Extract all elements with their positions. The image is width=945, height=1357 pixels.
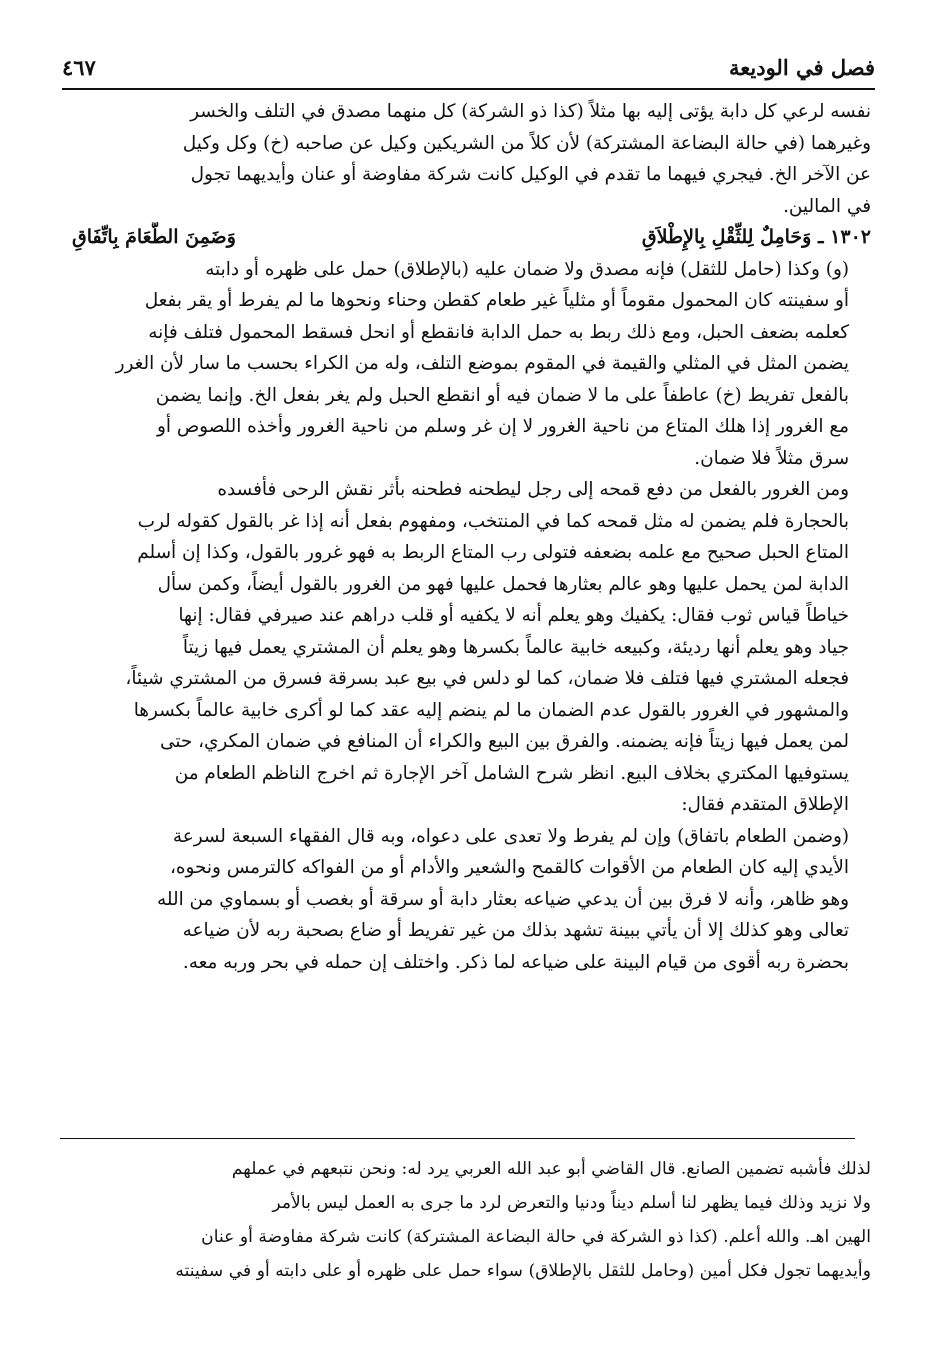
text-line: يستوفيها المكتري بخلاف البيع. انظر شرح الشامل آخر الإجارة ثم اخرج الناظم الطعام من bbox=[174, 762, 849, 784]
verse-hemistich-1: وَحَامِلٌ لِلثِّقْلِ بِالإِطْلاَقِ bbox=[641, 226, 812, 248]
verse-first-half: ١٣٠٢ ـ وَحَامِلٌ لِلثِّقْلِ بِالإِطْلاَقِ bbox=[641, 226, 871, 248]
header-rule bbox=[62, 88, 875, 90]
footnote-line: الهين اهـ. والله أعلم. (كذا ذو الشركة في حالة البضاعة المشتركة) كانت شركة مفاوضة أو عنان bbox=[201, 1227, 871, 1247]
text-line: وغيرهما (في حالة البضاعة المشتركة) لأن كلاً من الشريكين وكيل عن صاحبه (خ) وكل وكيل bbox=[182, 132, 871, 154]
text-line: (و) وكذا (حامل للثقل) فإنه مصدق ولا ضمان عليه (بالإطلاق) حمل على ظهره أو دابته bbox=[205, 258, 849, 280]
text-line: (وضمن الطعام باتفاق) وإن لم يفرط ولا تعدى على دعواه، وبه قال الفقهاء السبعة لسرعة bbox=[172, 825, 849, 847]
text-line: لمن يعمل فيها زيتاً فإنه يضمنه. والفرق بين البيع والكراء أن المنافع في ضمان المكري، حتى bbox=[159, 731, 849, 752]
text-line: أو سفينته كان المحمول مقوماً أو مثلياً غير طعام كقطن وحناء ونحوها ما لم يفرط أو يقر بفعل bbox=[144, 290, 849, 311]
text-line: تعالى وهو كذلك إلا أن يأتي ببينة تشهد بذلك من غير تفريط أو ضاع بصحبة ربه لأن ضياعه bbox=[182, 920, 849, 941]
text-line: عن الآخر الخ. فيجري فيهما ما تقدم في الوكيل كانت شركة مفاوضة أو عنان وأيديهما تجول bbox=[190, 164, 871, 185]
footnote-line: ولا نزيد وذلك فيما يظهر لنا أسلم ديناً ودنيا والتعرض لرد ما جرى به العمل ليس بالأمر bbox=[272, 1193, 871, 1213]
text-line: المتاع الحبل صحيح مع علمه بضعفه فتولى رب المتاع الربط به فهو غرور بالقول، وكذا إن أسلم bbox=[137, 542, 849, 563]
footnote-line: لذلك فأشبه تضمين الصانع. قال القاضي أبو عبد الله العربي يرد له: ونحن نتبعهم في عملهم bbox=[231, 1159, 871, 1179]
verse-hemistich-2: وَضَمِنَ الطَّعَامَ بِاتِّفَاقِ bbox=[72, 226, 236, 248]
footnote-line: وأيديهما تجول فكل أمين (وحامل للثقل بالإطلاق) سواء حمل على ظهره أو على دابته أو في سفينته bbox=[175, 1261, 871, 1281]
page-number: ٤٦٧ bbox=[62, 55, 96, 80]
text-line: نفسه لرعي كل دابة يؤتى إليه بها مثلاً (كذا ذو الشركة) كل منهما مصدق في التلف والخسر bbox=[190, 101, 871, 122]
text-line: بحضرة ربه أقوى من قيام البينة على ضياعه لما ذكر. واختلف إن حمله في بحر وربه معه. bbox=[182, 951, 849, 973]
main-text bbox=[58, 96, 871, 978]
text-line: الأيدي إليه كان الطعام من الأقوات كالقمح والشعير والأدام أو من الفواكه كالترمس ونحوه، bbox=[169, 857, 849, 878]
page-header bbox=[62, 38, 875, 80]
paragraph-1 bbox=[58, 96, 871, 222]
verse-number: ١٣٠٢ bbox=[830, 226, 871, 248]
text-line: وهو ظاهر، وأنه لا فرق بين أن يدعي ضياعه بعثار دابة أو سرقة أو بغصب أو بسماوي من الله bbox=[157, 888, 849, 910]
text-line: كعلمه بضعف الحبل، ومع ذلك ربط به حمل الدابة فانقطع أو انحل فسقط المحمول فتلف فإنه bbox=[148, 321, 849, 343]
verse-line bbox=[58, 222, 871, 254]
text-line: الإطلاق المتقدم فقال: bbox=[681, 794, 849, 815]
footnotes bbox=[58, 1152, 871, 1288]
text-line: يضمن المثل في المثلي والقيمة في المقوم بموضع التلف، وله من الكراء بحسب ما سار لأن الغرر bbox=[115, 353, 849, 374]
text-line: سرق مثلاً فلا ضمان. bbox=[694, 447, 849, 469]
chapter-title: فصل في الوديعة bbox=[729, 55, 875, 80]
text-line: مع الغرور إذا هلك المتاع من ناحية الغرور لا إن غر وسلم من ناحية الغرور وأخذه اللصوص أو bbox=[157, 416, 849, 437]
text-line: في المالين. bbox=[783, 195, 871, 217]
text-line: ومن الغرور بالفعل من دفع قمحه إلى رجل ليطحنه فطحنه بأثر نقش الرحى فأفسده bbox=[217, 479, 849, 500]
paragraph-4 bbox=[58, 821, 871, 979]
paragraph-2 bbox=[58, 254, 871, 475]
footnote-separator bbox=[60, 1138, 855, 1139]
text-line: فجعله المشتري فيها فتلف فلا ضمان، كما لو دلس في بيع عبد بسرقة فسرق من المشتري شيئاً، bbox=[125, 668, 849, 689]
text-line: بالحجارة فلم يضمن له مثل قمحه كما في المنتخب، ومفهوم بفعل أنه إذا غر بالقول كقوله لرب bbox=[137, 510, 849, 532]
text-line: جياد وهو يعلم أنها رديئة، وكبيعه خابية عالماً بكسرها وهو يعلم أن المشتري يعمل فيها زيتاً bbox=[182, 636, 849, 658]
text-line: بالفعل تفريط (خ) عاطفاً على ما لا ضمان فيه أو انقطع الحبل ولم يغر بفعل الخ. وإنما يضمن bbox=[155, 384, 849, 406]
paragraph-3 bbox=[58, 474, 871, 821]
text-line: الدابة لمن يحمل عليها وهو عالم بعثارها فحمل عليها فهو من الغرور بالقول أيضاً، وكمن سأل bbox=[157, 573, 849, 595]
text-line: والمشهور في الغرور بالقول عدم الضمان ما لم ينضم إليه عقد كما لو أكرى خابية عالماً بكسرها bbox=[133, 699, 849, 721]
text-line: خياطاً قياس ثوب فقال: يكفيك وهو يعلم أنه لا يكفيه أو قلب دراهم عند صيرفي فقال: إنها bbox=[178, 605, 849, 626]
